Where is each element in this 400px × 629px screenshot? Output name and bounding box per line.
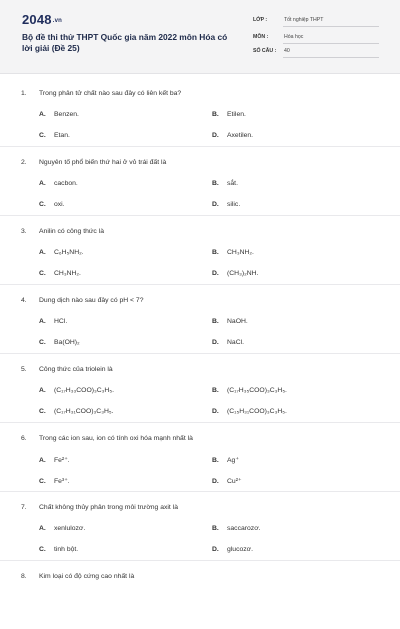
option-label: D. xyxy=(212,132,219,139)
option-text: CH₃NH₂. xyxy=(227,249,254,256)
meta-value: Tốt nghiệp THPT xyxy=(283,15,379,27)
option-label: D. xyxy=(212,339,219,346)
option-label: A. xyxy=(39,525,46,532)
option-text: (C₁₅H₃₁COO)₃C₃H₅. xyxy=(227,408,287,415)
document-title: Bộ đề thi thử THPT Quốc gia năm 2022 môn Hóa có lời giải (Đề 25) xyxy=(22,32,228,53)
option-a[interactable] xyxy=(39,249,84,256)
question-number: 3. xyxy=(21,228,27,235)
question-text: Công thức của triolein là xyxy=(39,366,113,373)
option-text: glucozơ. xyxy=(227,546,253,553)
option-c[interactable] xyxy=(39,132,70,139)
option-text: NaCl. xyxy=(227,339,244,346)
option-d[interactable] xyxy=(212,477,242,485)
option-text: (C₁₇H₃₁COO)₃C₃H₅. xyxy=(54,408,114,415)
logo-suffix: .vn xyxy=(52,18,63,24)
question-text: Trong phân tử chất nào sau đây có liên kết ba? xyxy=(39,90,182,97)
option-label: A. xyxy=(39,318,46,325)
logo-text: 2048 xyxy=(22,12,52,27)
option-text: oxi. xyxy=(54,201,65,208)
question-text: Nguyên tố phổ biến thứ hai ở vỏ trái đất là xyxy=(39,159,167,166)
option-label: B. xyxy=(212,111,219,118)
option-text: cacbon. xyxy=(54,180,78,187)
meta-value: Hóa học xyxy=(283,32,379,44)
question-number: 1. xyxy=(21,90,27,97)
option-label: C. xyxy=(39,339,46,346)
question-item xyxy=(0,422,400,492)
option-label: B. xyxy=(212,180,219,187)
option-label: D. xyxy=(212,270,219,277)
option-d[interactable] xyxy=(212,270,258,277)
question-item xyxy=(0,215,400,285)
question-number: 4. xyxy=(21,297,27,304)
option-label: C. xyxy=(39,478,46,485)
option-text: (C₁₇H₃₅COO)₃C₃H₅. xyxy=(227,387,287,394)
option-text: (C₁₇H₃₃COO)₃C₃H₅. xyxy=(54,387,114,394)
option-label: D. xyxy=(212,201,219,208)
question-number: 8. xyxy=(21,573,27,580)
option-label: A. xyxy=(39,249,46,256)
option-label: A. xyxy=(39,180,46,187)
option-text: (CH₃)₂NH. xyxy=(227,270,259,277)
question-text: Anilin có công thức là xyxy=(39,228,105,235)
meta-row-count xyxy=(253,46,379,58)
option-a[interactable] xyxy=(39,525,85,532)
option-b[interactable] xyxy=(212,249,254,256)
question-item xyxy=(0,353,400,423)
option-label: C. xyxy=(39,546,46,553)
meta-row-subject xyxy=(253,32,379,44)
meta-key: MÔN : xyxy=(253,34,269,40)
option-label: A. xyxy=(39,457,46,464)
meta-key: LỚP : xyxy=(253,17,268,23)
option-text: xenlulozơ. xyxy=(54,525,86,532)
option-text: Ag⁺ xyxy=(227,457,239,464)
option-text: Ba(OH)₂ xyxy=(54,339,80,346)
document-header xyxy=(0,0,400,74)
option-d[interactable] xyxy=(212,201,240,208)
option-label: A. xyxy=(39,387,46,394)
option-text: Benzen. xyxy=(54,111,79,118)
site-logo[interactable] xyxy=(22,12,62,27)
option-c[interactable] xyxy=(39,546,78,553)
option-b[interactable] xyxy=(212,387,287,394)
question-item xyxy=(0,560,400,629)
option-a[interactable] xyxy=(39,456,70,464)
question-number: 2. xyxy=(21,159,27,166)
option-d[interactable] xyxy=(212,339,244,346)
option-c[interactable] xyxy=(39,201,65,208)
question-number: 7. xyxy=(21,504,27,511)
option-b[interactable] xyxy=(212,180,238,187)
option-b[interactable] xyxy=(212,318,248,325)
option-text: C₆H₅NH₂. xyxy=(54,249,84,256)
option-label: B. xyxy=(212,318,219,325)
meta-key: SỐ CÂU : xyxy=(253,48,277,54)
option-text: tinh bột. xyxy=(54,546,79,553)
option-label: B. xyxy=(212,249,219,256)
option-d[interactable] xyxy=(212,132,253,139)
option-text: Etilen. xyxy=(227,111,246,118)
option-label: D. xyxy=(212,546,219,553)
option-label: C. xyxy=(39,201,46,208)
option-b[interactable] xyxy=(212,525,261,532)
option-c[interactable] xyxy=(39,270,81,277)
option-d[interactable] xyxy=(212,408,287,415)
meta-row-class xyxy=(253,15,379,27)
option-text: silic. xyxy=(227,201,241,208)
option-label: B. xyxy=(212,457,219,464)
option-text: Etan. xyxy=(54,132,70,139)
option-a[interactable] xyxy=(39,111,79,118)
question-text: Kim loại có độ cứng cao nhất là xyxy=(39,573,135,580)
option-text: HCl. xyxy=(54,318,68,325)
option-c[interactable] xyxy=(39,339,80,346)
question-text: Dung dịch nào sau đây có pH < 7? xyxy=(39,297,144,304)
option-text: Axetilen. xyxy=(227,132,254,139)
option-a[interactable] xyxy=(39,180,78,187)
option-b[interactable] xyxy=(212,456,239,464)
option-text: Fe³⁺. xyxy=(54,478,70,485)
option-label: B. xyxy=(212,525,219,532)
question-item xyxy=(0,146,400,216)
option-label: B. xyxy=(212,387,219,394)
option-text: sắt. xyxy=(227,180,238,187)
option-c[interactable] xyxy=(39,477,70,485)
option-c[interactable] xyxy=(39,408,114,415)
option-label: C. xyxy=(39,408,46,415)
question-item xyxy=(0,77,400,147)
option-text: Cu²⁺ xyxy=(227,478,242,485)
option-b[interactable] xyxy=(212,111,246,118)
option-text: NaOH. xyxy=(227,318,248,325)
option-text: Fe²⁺. xyxy=(54,457,70,464)
option-d[interactable] xyxy=(212,546,253,553)
option-label: C. xyxy=(39,270,46,277)
question-number: 5. xyxy=(21,366,27,373)
question-number: 6. xyxy=(21,435,27,442)
option-label: A. xyxy=(39,111,46,118)
question-item xyxy=(0,491,400,561)
option-text: saccarozơ. xyxy=(227,525,261,532)
option-label: C. xyxy=(39,132,46,139)
meta-value: 40 xyxy=(283,46,379,58)
option-label: D. xyxy=(212,408,219,415)
option-text: CH₃NH₂. xyxy=(54,270,81,277)
question-text: Trong các ion sau, ion có tính oxi hóa mạnh nhất là xyxy=(39,435,193,442)
option-label: D. xyxy=(212,478,219,485)
option-a[interactable] xyxy=(39,387,114,394)
option-a[interactable] xyxy=(39,318,67,325)
question-item xyxy=(0,284,400,354)
question-text: Chất không thủy phân trong môi trường axit là xyxy=(39,504,178,511)
